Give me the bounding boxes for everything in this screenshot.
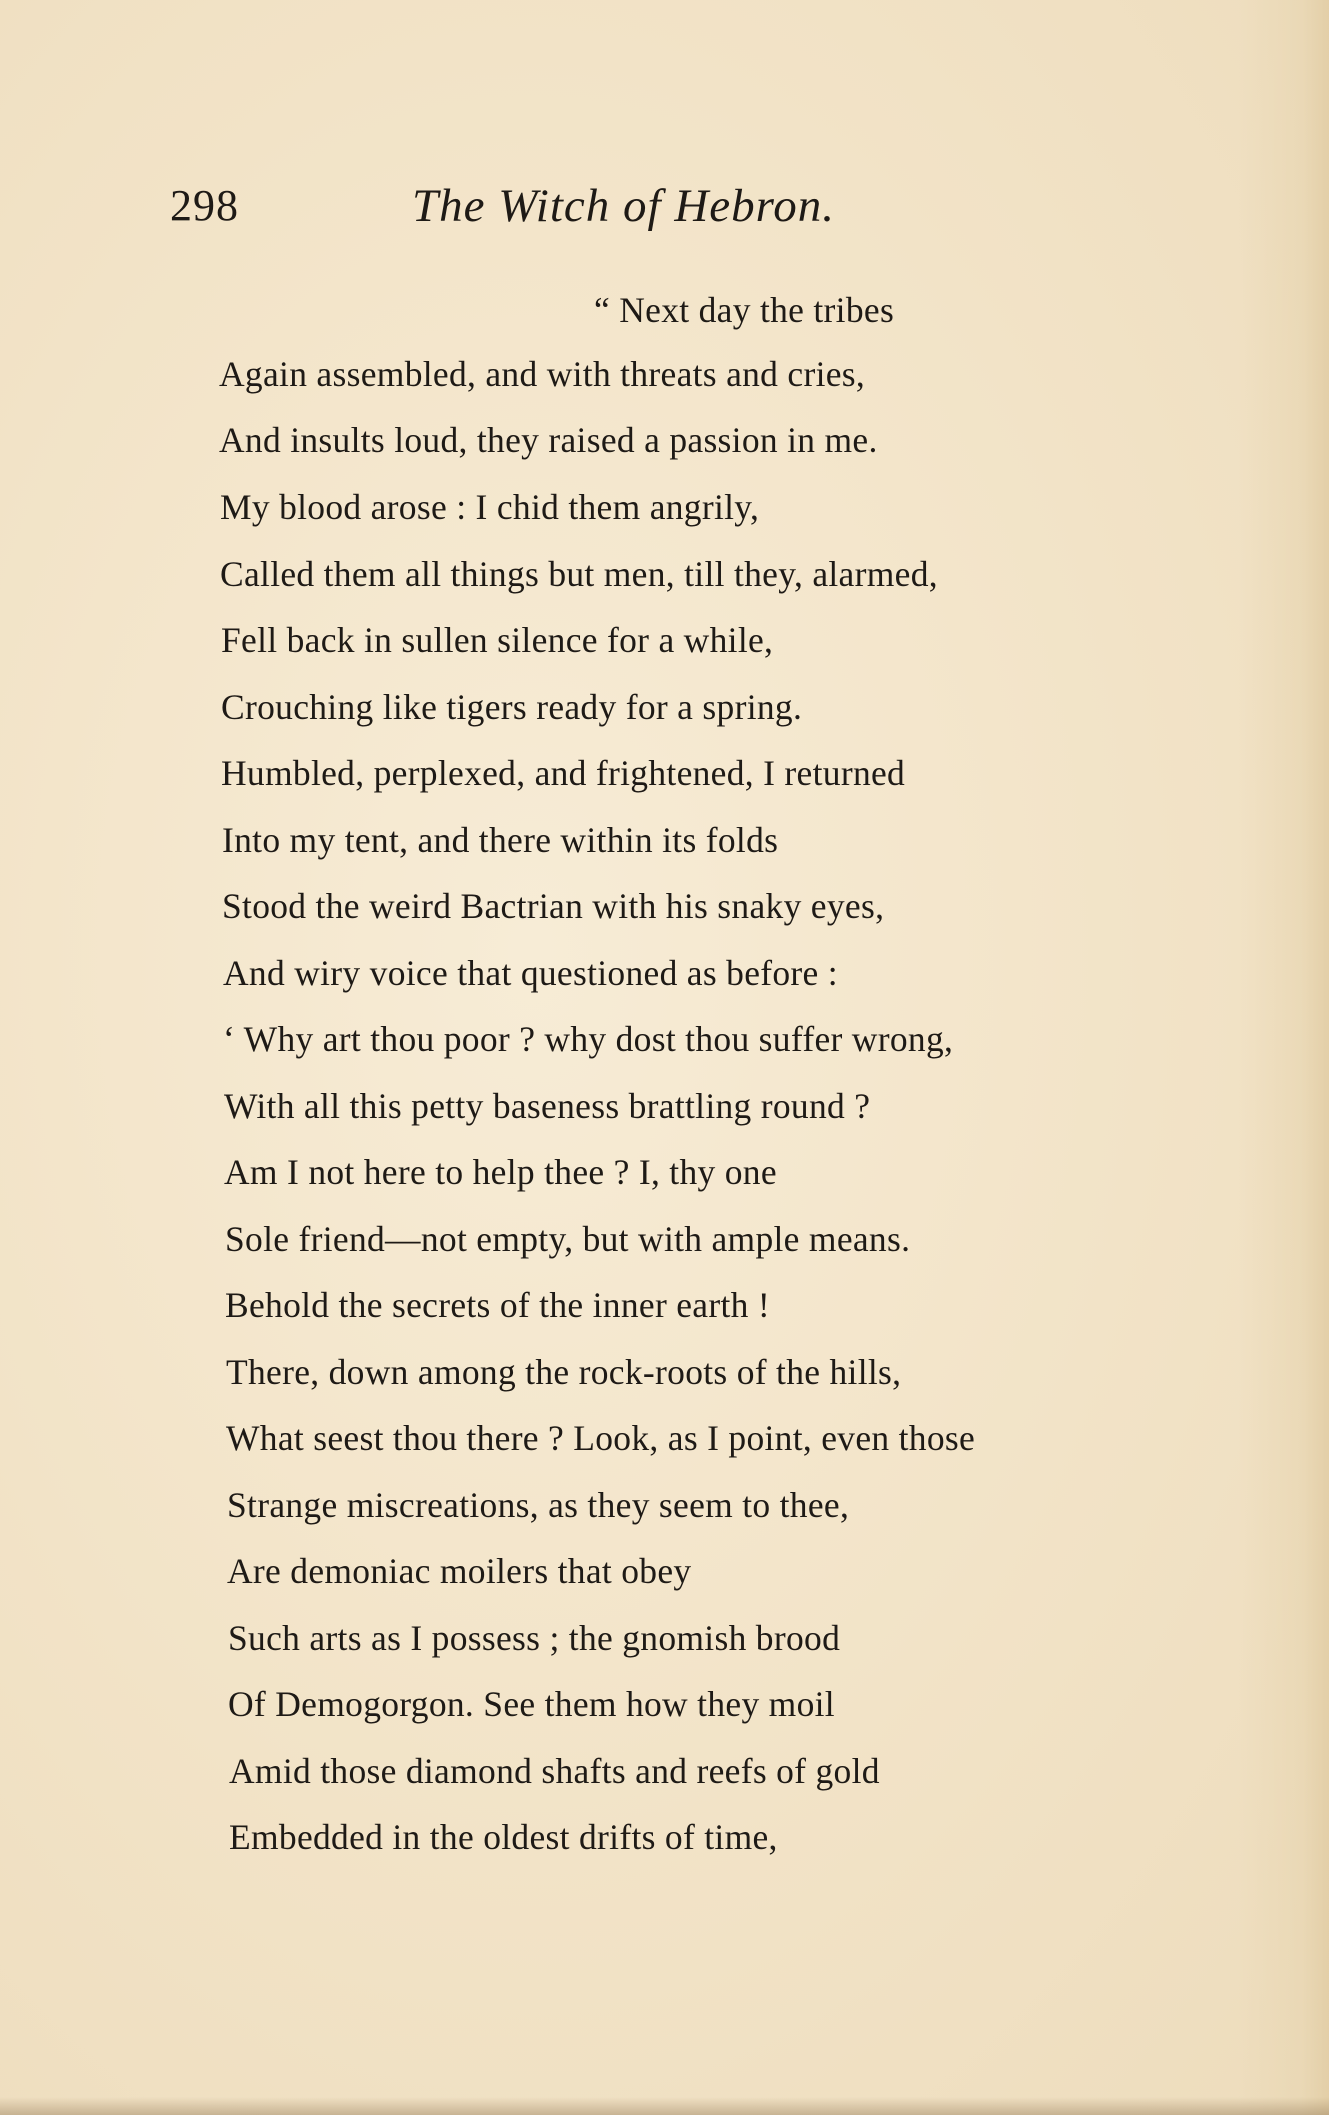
page-number: 298 bbox=[170, 181, 239, 230]
poem-line: Crouching like tigers ready for a spring. bbox=[221, 687, 803, 727]
poem-line: Stood the weird Bactrian with his snaky eyes, bbox=[222, 886, 885, 926]
poem-line: Behold the secrets of the inner earth ! bbox=[225, 1285, 770, 1325]
poem-line: Humbled, perplexed, and frightened, I returned bbox=[221, 753, 906, 793]
page-bottom-shadow bbox=[0, 2097, 1329, 2115]
poem-line: There, down among the rock-roots of the hills, bbox=[226, 1352, 902, 1392]
poem-line: Into my tent, and there within its folds bbox=[222, 820, 779, 860]
poem-line: Strange miscreations, as they seem to thee, bbox=[227, 1485, 850, 1525]
poem-line: My blood arose : I chid them angrily, bbox=[220, 487, 760, 527]
poem-line: Embedded in the oldest drifts of time, bbox=[229, 1817, 778, 1857]
poem-line: Of Demogorgon. See them how they moil bbox=[228, 1684, 835, 1724]
poem-line: And insults loud, they raised a passion in me. bbox=[219, 420, 878, 460]
poem-line: Fell back in sullen silence for a while, bbox=[221, 620, 774, 660]
poem-line: Called them all things but men, till they, alarmed, bbox=[220, 554, 938, 594]
poem-line: Again assembled, and with threats and cries, bbox=[219, 354, 866, 394]
poem-line: Am I not here to help thee ? I, thy one bbox=[224, 1152, 777, 1192]
poem-line: And wiry voice that questioned as before : bbox=[223, 953, 838, 993]
poem-line: “ Next day the tribes bbox=[594, 290, 895, 330]
poem-line: What seest thou there ? Look, as I point, even those bbox=[226, 1418, 976, 1458]
poem-line: Amid those diamond shafts and reefs of gold bbox=[229, 1751, 880, 1791]
poem-line: With all this petty baseness brattling round ? bbox=[224, 1086, 871, 1126]
book-title: The Witch of Hebron. bbox=[412, 180, 835, 232]
poem-line: ‘ Why art thou poor ? why dost thou suffer wrong, bbox=[223, 1019, 954, 1059]
poem-line: Are demoniac moilers that obey bbox=[227, 1551, 692, 1591]
poem-line: Such arts as I possess ; the gnomish brood bbox=[228, 1618, 841, 1658]
poem-line: Sole friend—not empty, but with ample means. bbox=[225, 1219, 911, 1259]
